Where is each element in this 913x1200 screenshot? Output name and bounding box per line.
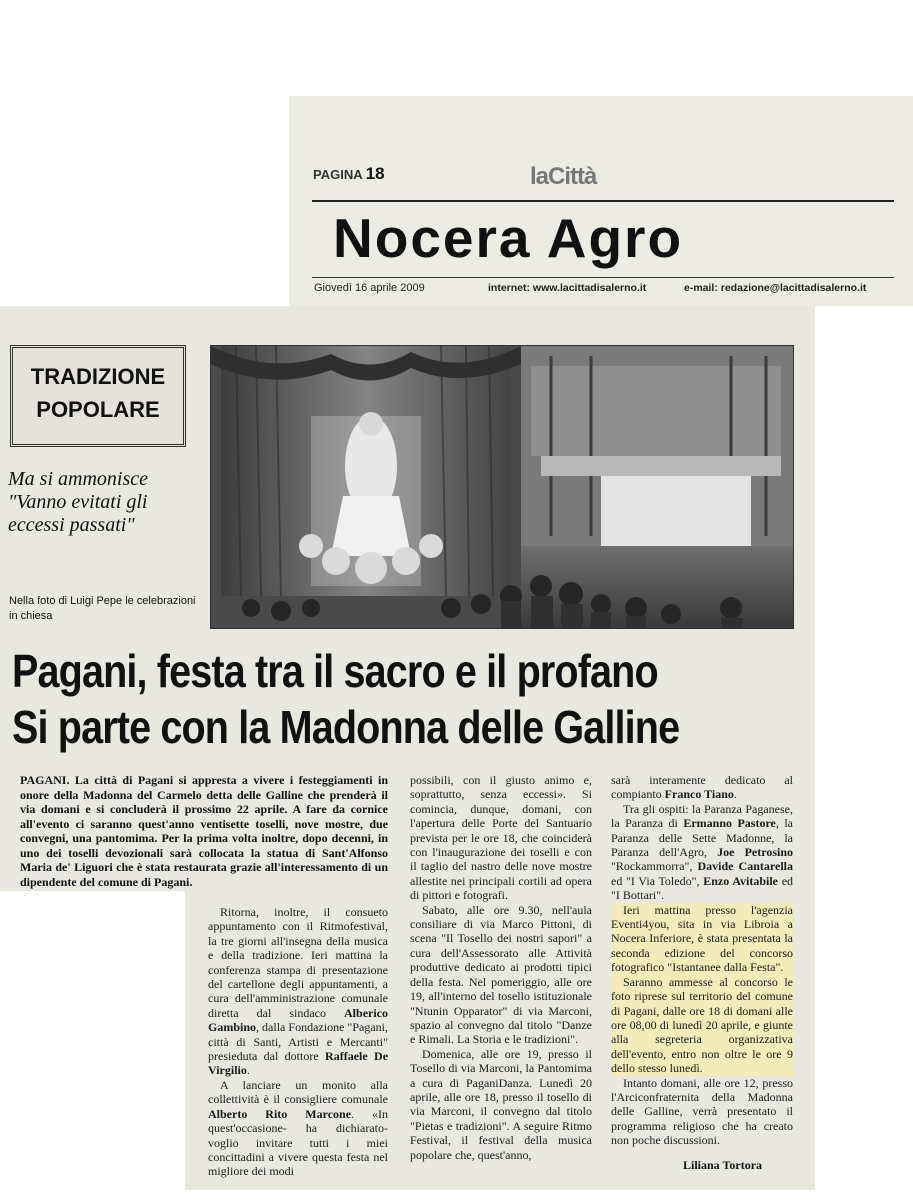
paragraph: possibili, con il giusto animo e, soprattutto, senza eccessi». Si comincia, dunque, domani, con l'apertura delle Porte del Santuario prevista per le ore 18, che coinciderà con l'inaugurazione dei toselli e con il taglio del nastro delle nove mostre allestite nei principali cortili ad opera di pittori e fotografi. bbox=[410, 773, 592, 903]
kicker-line-1: TRADIZIONE bbox=[30, 364, 166, 389]
paragraph: A lanciare un monito alla collettività è il consigliere comunale Alberto Rito Marcone. «In quest'occasione- ha dichiarato- voglio invitare tutti i miei concittadini a vivere questa festa nel migliore dei modi bbox=[208, 1077, 388, 1179]
section-title: Nocera Agro bbox=[333, 207, 684, 269]
kicker-line-2: POPOLARE bbox=[36, 397, 160, 422]
paragraph: sarà interamente dedicato al compianto Franco Tiano. bbox=[611, 773, 793, 802]
page-number: PAGINA 18 bbox=[313, 164, 385, 183]
issue-date: Giovedì 16 aprile 2009 bbox=[314, 282, 425, 294]
church-photo bbox=[210, 345, 794, 629]
paragraph: Sabato, alle ore 9.30, nell'aula consiliare di via Marco Pittoni, di scena "Il Tosello dei nostri sapori" a cura dell'Assessorato alle Attività produttive dedicato ai prodotti tipici della festa. Nel pomeriggio, alle ore 19, all'interno del tosello istituzionale "Ntunin Opparator" di via Marconi, spazio al convegno dal titolo "Danze e Rimali. La Storia e le tradizioni". bbox=[410, 902, 592, 1047]
lead-text: La città di Pagani si appresta a vivere i festeggiamenti in onore della Madonna del Carmelo detta delle Galline che prenderà il via domani e si concluderà il prossimo 22 aprile. A fare da cornice all'evento ci saranno quest'anno ventisette toselli, nove mostre, due convegni, una pantomima. Per la prima volta inoltre, dopo decenni, in uno dei toselli devozionali sarà collocata la statua di Sant'Alfonso Maria de' Liguori che è stata restaurata grazie all'interessamento di un dipendente del comune di Pagani. bbox=[20, 773, 389, 889]
headline-line-2: Si parte con la Madonna delle Galline bbox=[12, 701, 680, 753]
article-subhead: Ma si ammonisce "Vanno evitati gli eccessi passati" bbox=[8, 468, 148, 536]
paragraph: Ieri mattina presso l'agenzia Eventi4you, sita in via Libroia a Nocera Inferiore, è stata presentata la seconda edizione del concorso fotografico "Istantanee dalla Festa". bbox=[611, 902, 793, 975]
article-column-2 bbox=[410, 773, 592, 1162]
section-kicker-box bbox=[10, 345, 186, 447]
header-rule-bottom bbox=[312, 277, 894, 278]
article-lead bbox=[20, 773, 388, 889]
paragraph: Saranno ammesse al concorso le foto riprese sul territorio del comune di Pagani, dalle ore 18 di domani alle ore 08,00 di lunedì 20 aprile, e giunte alla segreteria organizzativa dell'evento, entro non oltre le ore 9 dello stesso lunedì. bbox=[611, 974, 793, 1076]
headline-line-1: Pagani, festa tra il sacro e il profano bbox=[12, 645, 658, 697]
lead-dateline: PAGANI. bbox=[20, 773, 70, 787]
header-rule-top bbox=[312, 200, 894, 202]
newspaper-masthead: laCittà bbox=[530, 163, 597, 190]
website-link: internet: www.lacittadisalerno.it bbox=[488, 282, 647, 294]
photo-caption: Nella foto di Luigi Pepe le celebrazioni in chiesa bbox=[9, 595, 196, 622]
email-link: e-mail: redazione@lacittadisalerno.it bbox=[684, 282, 867, 294]
paragraph: Tra gli ospiti: la Paranza Paganese, la Paranza di Ermanno Pastore, la Paranza delle Sette Madonne, la Paranza dell'Agro, Joe Petrosino "Rockammorra", Davide Cantarella ed "I Via Toledo", Enzo Avitabile ed "I Bottari". bbox=[611, 801, 794, 903]
paragraph: Intanto domani, alle ore 12, presso l'Arciconfraternita della Madonna delle Galline, verrà presentato il programma religioso che ha creato non poche discussioni. bbox=[611, 1075, 793, 1148]
paragraph: Domenica, alle ore 19, presso il Tosello di via Marconi, la Pantomima a cura di PaganiDanza. Lunedì 20 aprile, alle ore 18, presso il tosello di via Marconi, il convegno dal titolo "Pietas e tradizioni". A seguire Ritmo Festival, il festival della musica popolare che, quest'anno, bbox=[410, 1046, 592, 1162]
author-signature: Liliana Tortora bbox=[683, 1158, 763, 1172]
paragraph: Ritorna, inoltre, il consueto appuntamento con il Ritmofestival, la tre giorni all'insegna della musica e della tradizione. Ieri mattina la conferenza stampa di presentazione del cartellone degli appuntamenti, a cura dell'amministrazione comunale diretta dal sindaco Alberico Gambino, dalla Fondazione "Pagani, città di Santi, Artisti e Mercanti" presieduta dal dottore Raffaele De Virgilio. bbox=[208, 905, 389, 1078]
article-headline bbox=[12, 643, 700, 755]
article-column-3 bbox=[611, 773, 793, 1148]
article-column-1 bbox=[208, 905, 388, 1179]
